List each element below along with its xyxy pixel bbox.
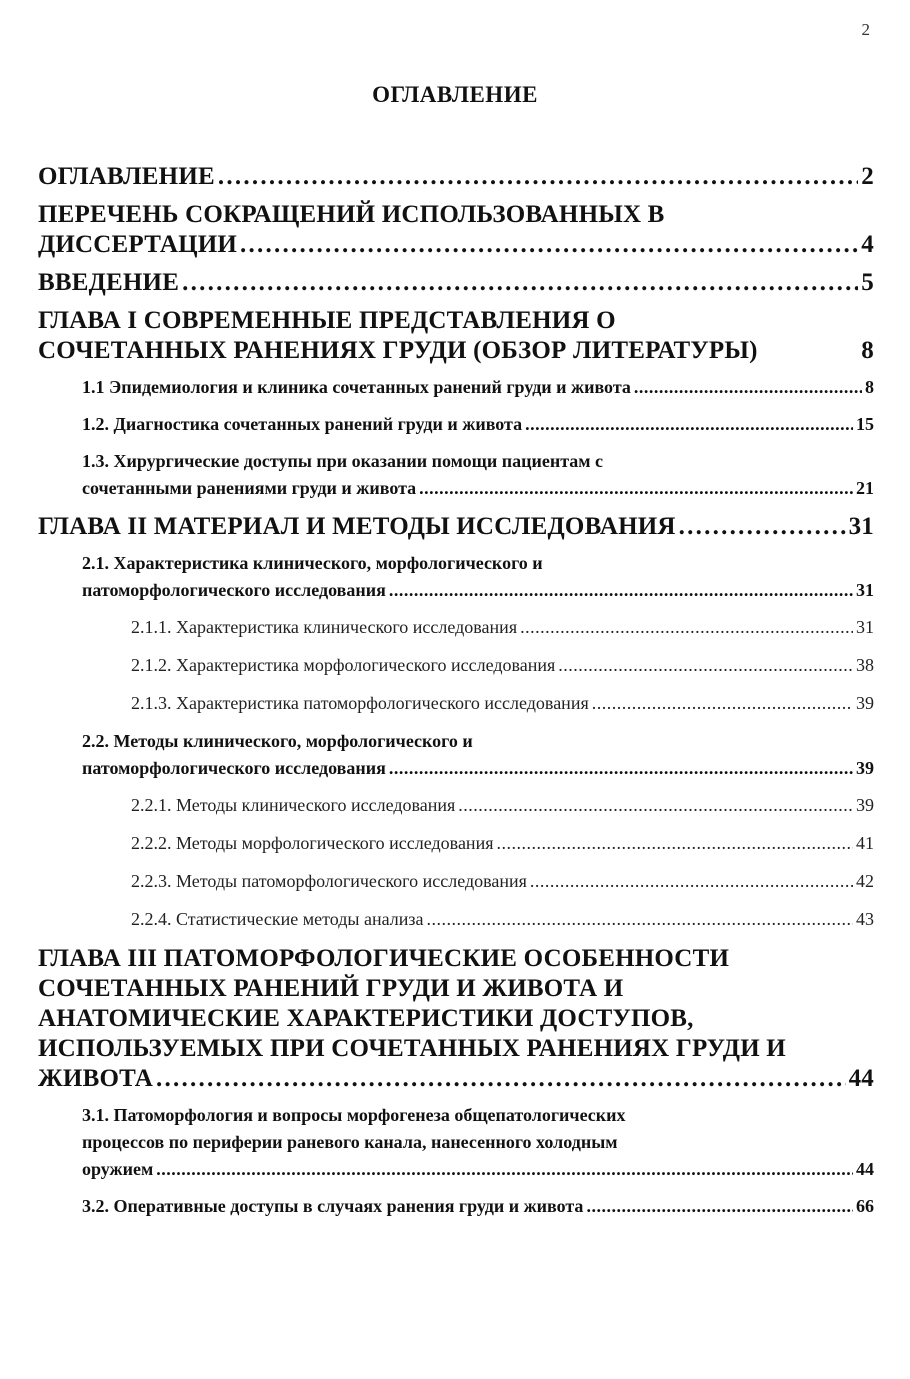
dot-leader — [530, 868, 853, 895]
dot-leader — [156, 1064, 846, 1094]
toc-entry-title: 2.2.3. Методы патоморфологического исследования — [131, 871, 527, 891]
toc-entry-2-1-1 — [131, 614, 874, 641]
toc-entry-title-line: процессов по периферии раневого канала, нанесенного холодным — [82, 1132, 618, 1152]
toc-entry-page: 8 — [861, 337, 874, 364]
toc-entry-title-line: ПЕРЕЧЕНЬ СОКРАЩЕНИЙ ИСПОЛЬЗОВАННЫХ В — [38, 201, 665, 228]
toc-entry-1-1 — [82, 374, 874, 401]
dot-leader — [182, 268, 858, 298]
dot-leader — [586, 1193, 853, 1220]
toc-entry-title: 2.2.4. Статистические методы анализа — [131, 909, 424, 929]
toc-entry-page: 31 — [856, 580, 874, 600]
toc-entry-2-1-3 — [131, 690, 874, 717]
dot-leader — [389, 755, 853, 782]
dot-leader — [679, 512, 846, 542]
toc-entry-2-2-1 — [131, 792, 874, 819]
toc-entry-title-line: СОЧЕТАННЫХ РАНЕНИЙ ГРУДИ И ЖИВОТА И — [38, 975, 624, 1002]
toc-entry-page: 43 — [856, 909, 874, 929]
toc-entry-3-2 — [82, 1193, 874, 1220]
toc-entry-page: 15 — [856, 414, 874, 434]
toc-entry-2-1 — [82, 550, 874, 604]
toc-entry-page: 31 — [856, 617, 874, 637]
dot-leader — [419, 475, 853, 502]
toc-entry-page: 21 — [856, 478, 874, 498]
toc-entry-page: 5 — [861, 269, 874, 296]
dot-leader — [458, 792, 853, 819]
page-number: 2 — [861, 20, 870, 39]
dot-leader — [156, 1156, 853, 1183]
dot-leader — [496, 830, 853, 857]
toc-entry-2-2-2 — [131, 830, 874, 857]
toc-entry-abbreviations — [38, 200, 874, 260]
dot-leader — [592, 690, 853, 717]
dot-leader — [426, 906, 853, 933]
toc-entry-2-1-2 — [131, 652, 874, 679]
toc-entry-contents — [38, 162, 874, 192]
toc-entry-title: 1.1 Эпидемиология и клиника сочетанных ранений груди и живота — [82, 377, 631, 397]
toc-entry-title: 2.2.1. Методы клинического исследования — [131, 795, 456, 815]
toc-entry-title: ГЛАВА II МАТЕРИАЛ И МЕТОДЫ ИССЛЕДОВАНИЯ — [38, 513, 676, 540]
toc-entry-title: ВВЕДЕНИЕ — [38, 269, 180, 296]
toc-entry-title-line: ДИССЕРТАЦИИ — [38, 231, 238, 258]
dot-leader — [634, 374, 862, 401]
toc-entry-2-2-3 — [131, 868, 874, 895]
toc-entry-title: 2.1.2. Характеристика морфологического исследования — [131, 655, 556, 675]
dot-leader — [558, 652, 853, 679]
toc-entry-title-line: ИСПОЛЬЗУЕМЫХ ПРИ СОЧЕТАННЫХ РАНЕНИЯХ ГРУДИ И — [38, 1035, 786, 1062]
toc-entry-page: 41 — [856, 833, 874, 853]
toc-entry-3-1 — [82, 1102, 874, 1183]
toc-entry-page: 4 — [861, 231, 874, 258]
toc-entry-title-line: 2.1. Характеристика клинического, морфологического и — [82, 553, 543, 573]
dot-leader — [520, 614, 853, 641]
toc-entry-2-2 — [82, 728, 874, 782]
toc-entry-title-line: ГЛАВА I СОВРЕМЕННЫЕ ПРЕДСТАВЛЕНИЯ О — [38, 307, 616, 334]
toc-entry-page: 39 — [856, 693, 874, 713]
toc-entry-1-3 — [82, 448, 874, 502]
toc-entry-title-line: сочетанными ранениями груди и живота — [82, 478, 417, 498]
toc-entry-chapter-1 — [38, 306, 874, 366]
toc-entry-page: 31 — [848, 513, 874, 540]
dot-leader — [389, 577, 853, 604]
toc-entry-title-line: патоморфологического исследования — [82, 758, 386, 778]
toc-entry-page: 44 — [848, 1065, 874, 1092]
toc-entry-page: 39 — [856, 758, 874, 778]
toc-entry-page: 2 — [861, 163, 874, 190]
toc-entry-title-line: ГЛАВА III ПАТОМОРФОЛОГИЧЕСКИЕ ОСОБЕННОСТИ — [38, 945, 730, 972]
toc-entry-page: 66 — [856, 1196, 874, 1216]
dot-leader — [240, 230, 858, 260]
page-title: ОГЛАВЛЕНИЕ — [372, 82, 538, 107]
toc-entry-chapter-3 — [38, 944, 874, 1094]
toc-entry-title: 2.1.1. Характеристика клинического исследования — [131, 617, 518, 637]
toc-entry-2-2-4 — [131, 906, 874, 933]
toc-entry-title: 1.2. Диагностика сочетанных ранений груди и живота — [82, 414, 523, 434]
toc-entry-title-line: 3.1. Патоморфология и вопросы морфогенеза общепатологических — [82, 1105, 626, 1125]
dot-leader — [525, 411, 853, 438]
toc-entry-1-2 — [82, 411, 874, 438]
toc-entry-page: 42 — [856, 871, 874, 891]
toc-entry-title-line: оружием — [82, 1159, 154, 1179]
toc-entry-title-line: АНАТОМИЧЕСКИЕ ХАРАКТЕРИСТИКИ ДОСТУПОВ, — [38, 1005, 694, 1032]
toc-entry-page: 38 — [856, 655, 874, 675]
toc-entry-title-line: патоморфологического исследования — [82, 580, 386, 600]
dot-leader — [218, 162, 858, 192]
toc-entry-title: ОГЛАВЛЕНИЕ — [38, 163, 215, 190]
toc-entry-title-line: ЖИВОТА — [38, 1065, 153, 1092]
toc-entry-title-line: 2.2. Методы клинического, морфологического и — [82, 731, 473, 751]
toc-entry-introduction — [38, 268, 874, 298]
toc-entry-title-line: СОЧЕТАННЫХ РАНЕНИЯХ ГРУДИ (ОБЗОР ЛИТЕРАТУРЫ) — [38, 337, 758, 364]
table-of-contents — [38, 162, 874, 1230]
toc-entry-page: 8 — [865, 377, 874, 397]
toc-entry-page: 44 — [856, 1159, 874, 1179]
toc-entry-title: 3.2. Оперативные доступы в случаях ранения груди и живота — [82, 1196, 584, 1216]
toc-entry-chapter-2 — [38, 512, 874, 542]
toc-entry-title: 2.1.3. Характеристика патоморфологического исследования — [131, 693, 589, 713]
toc-entry-page: 39 — [856, 795, 874, 815]
toc-entry-title: 2.2.2. Методы морфологического исследования — [131, 833, 494, 853]
toc-entry-title-line: 1.3. Хирургические доступы при оказании помощи пациентам с — [82, 451, 604, 471]
